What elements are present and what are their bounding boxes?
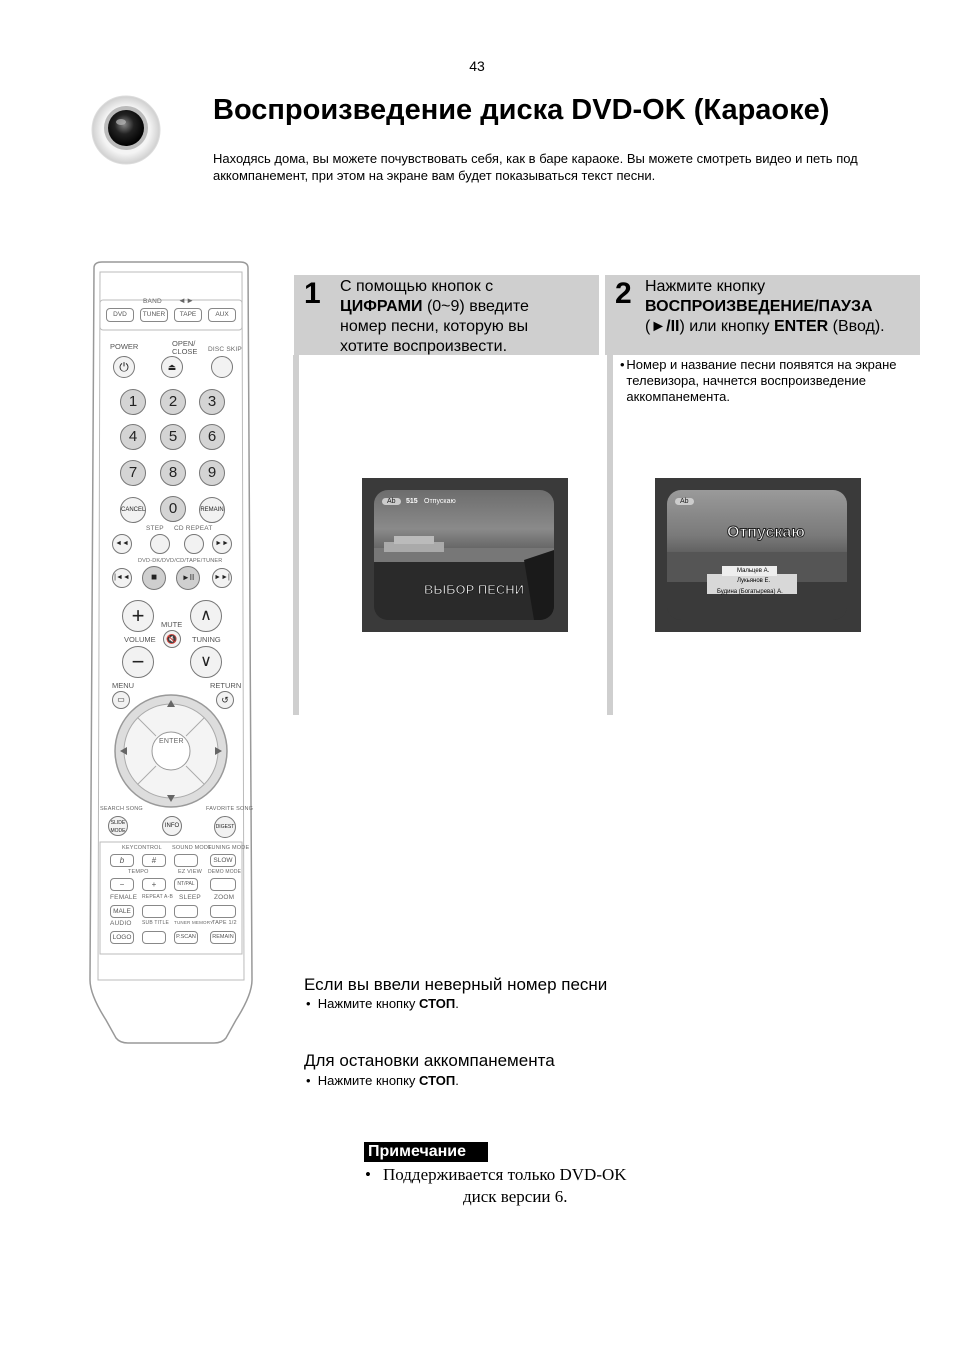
cd-repeat-button[interactable]: [184, 534, 204, 554]
digit-0-button[interactable]: 0: [160, 496, 186, 522]
tape-source-button[interactable]: TAPE: [174, 308, 202, 322]
band-arrows-icon: ◄►: [178, 296, 195, 305]
play-pause-symbol: ►/II: [650, 318, 680, 335]
page-title: Воспроизведение диска DVD-OK (Караоке): [213, 94, 830, 126]
demo-mode-label: DEMO MODE: [208, 869, 242, 875]
song-name: Отпускаю: [424, 498, 456, 505]
aux-source-button[interactable]: AUX: [208, 308, 236, 322]
power-button[interactable]: ⏻: [113, 356, 135, 378]
note-text: • Поддерживается только DVD-OK диск версии 6.: [365, 1165, 627, 1206]
audio-label: AUDIO: [110, 920, 132, 927]
song-counter: 515: [406, 498, 418, 505]
sound-mode-button[interactable]: [174, 854, 198, 867]
bullet-icon: •: [620, 357, 625, 372]
step1-tv-screen: [362, 478, 568, 632]
credit-line-1: Мальцев А.: [737, 568, 770, 574]
step2-tv-screen: [655, 478, 861, 632]
credit-line-2: Лукьянов Е.: [737, 578, 771, 584]
volume-label: VOLUME: [124, 635, 156, 644]
male-button[interactable]: MALE: [110, 905, 134, 918]
tuner-source-button[interactable]: TUNER: [140, 308, 168, 322]
band-label: BAND: [143, 298, 162, 305]
enter-keyword: ENTER: [773, 318, 829, 335]
ab-badge: Ab: [675, 498, 694, 505]
rewind-button[interactable]: ◄◄: [112, 534, 132, 554]
keycontrol-label: KEYCONTROL: [122, 845, 162, 851]
step2-bullet: • Номер и название песни появятся на экране телевизора, начнется воспроизведение аккомпанемента.: [620, 357, 897, 404]
digit-2-button[interactable]: 2: [160, 389, 186, 415]
karaoke-city-image: [667, 490, 847, 620]
key-sharp-button[interactable]: #: [142, 854, 166, 867]
digits-keyword: ЦИФРАМИ: [340, 298, 423, 315]
tape12-label: TAPE 1/2: [212, 920, 237, 926]
cancel-button[interactable]: CANCEL: [120, 497, 146, 523]
skip-forward-button[interactable]: ►►|: [212, 568, 232, 588]
tuning-label: TUNING: [192, 635, 221, 644]
power-label: POWER: [110, 342, 139, 351]
remain-button[interactable]: REMAIN: [199, 497, 225, 523]
tuning-mode-label: TUNING MODE: [208, 845, 250, 851]
digit-8-button[interactable]: 8: [160, 460, 186, 486]
demo-mode-button[interactable]: [210, 878, 236, 891]
volume-up-button[interactable]: +: [122, 600, 154, 632]
bullet-icon: •: [306, 996, 311, 1011]
digit-1-button[interactable]: 1: [120, 389, 146, 415]
wrong-number-bullet: • Нажмите кнопку СТОП.: [306, 996, 459, 1011]
step2-number: 2: [615, 277, 632, 310]
ab-badge: Ab: [382, 498, 401, 505]
pscan-button[interactable]: P.SCAN: [174, 931, 198, 944]
mute-label: MUTE: [161, 620, 183, 629]
stop-accompaniment-bullet: • Нажмите кнопку СТОП.: [306, 1073, 459, 1088]
digit-4-button[interactable]: 4: [120, 424, 146, 450]
stop-keyword: СТОП: [419, 1073, 456, 1088]
speaker-icon: [90, 94, 162, 166]
return-button[interactable]: ↺: [216, 691, 234, 709]
step2-rule: [607, 355, 613, 715]
disc-skip-button[interactable]: [211, 356, 233, 378]
female-label: FEMALE: [110, 894, 138, 901]
volume-down-button[interactable]: −: [122, 646, 154, 678]
digit-3-button[interactable]: 3: [199, 389, 225, 415]
song-select-overlay: ВЫБОР ПЕСНИ: [424, 582, 524, 597]
play-pause-button[interactable]: ►II: [176, 566, 200, 590]
sleep-button[interactable]: [174, 905, 198, 918]
subtitle-button[interactable]: [142, 931, 166, 944]
ntpal-button[interactable]: NT/PAL: [174, 878, 198, 891]
digit-9-button[interactable]: 9: [199, 460, 225, 486]
menu-label: MENU: [112, 681, 135, 690]
credit-line-3: Будина (Богатырева) А.: [717, 589, 783, 595]
fast-forward-button[interactable]: ►►: [212, 534, 232, 554]
zoom-button[interactable]: [210, 905, 236, 918]
digest-button[interactable]: DIGEST: [214, 816, 236, 838]
digit-5-button[interactable]: 5: [160, 424, 186, 450]
info-button[interactable]: INFO: [162, 816, 182, 836]
digit-7-button[interactable]: 7: [120, 460, 146, 486]
ez-view-label: EZ VIEW: [178, 869, 203, 875]
step-label: STEP: [146, 525, 164, 532]
tempo-label: TEMPO: [128, 869, 149, 875]
dvd-source-button[interactable]: DVD: [106, 308, 134, 322]
bullet-icon: •: [365, 1165, 371, 1184]
open-close-button[interactable]: ⏏: [161, 356, 183, 378]
mute-icon[interactable]: 🔇: [163, 630, 181, 648]
key-flat-button[interactable]: b: [110, 854, 134, 867]
step-button[interactable]: [150, 534, 170, 554]
digit-6-button[interactable]: 6: [199, 424, 225, 450]
step1-header: [294, 275, 599, 355]
step1-rule: [293, 355, 299, 715]
tuner-memory-label: TUNER MEMORY: [174, 920, 214, 925]
return-label: RETURN: [210, 681, 242, 690]
tuning-up-button[interactable]: ∧: [190, 600, 222, 632]
remain2-button[interactable]: REMAIN: [210, 931, 236, 944]
disc-skip-label: DISC SKIP: [208, 346, 242, 353]
wrong-number-heading: Если вы ввели неверный номер песни: [304, 975, 608, 994]
slow-button[interactable]: SLOW: [210, 854, 236, 867]
skip-back-button[interactable]: |◄◄: [112, 568, 132, 588]
search-song-label: SEARCH SONG: [100, 806, 143, 812]
note-label: Примечание: [364, 1142, 488, 1162]
menu-button[interactable]: ▭: [112, 691, 130, 709]
enter-label: ENTER: [159, 738, 184, 745]
step1-number: 1: [304, 277, 321, 310]
transport-label: DVD-DK/DVD/CD/TAPE/TUNER: [138, 558, 223, 564]
subtitle-label: SUB TITLE: [142, 920, 169, 926]
tempo-up-button[interactable]: +: [142, 878, 166, 891]
song-title-overlay: Отпускаю: [727, 524, 805, 541]
slide-mode-button[interactable]: SLIDE MODE: [108, 816, 128, 836]
repeat-ab-button[interactable]: [142, 905, 166, 918]
logo-button[interactable]: LOGO: [110, 931, 134, 944]
stop-keyword: СТОП: [419, 996, 456, 1011]
enter-button[interactable]: [159, 740, 183, 762]
remote-control-illustration: [86, 260, 256, 1045]
step1-text: С помощью кнопок с ЦИФРАМИ (0~9) введите номер песни, которую вы хотите воспроизвести.: [340, 278, 529, 355]
stop-button[interactable]: ■: [142, 566, 166, 590]
bullet-icon: •: [306, 1073, 311, 1088]
tuning-down-button[interactable]: ∨: [190, 646, 222, 678]
step2-header: [605, 275, 920, 355]
sound-mode-label: SOUND MODE: [172, 845, 212, 851]
sleep-label: SLEEP: [179, 894, 201, 901]
favorite-song-label: FAVORITE SONG: [206, 806, 254, 812]
cd-repeat-label: CD REPEAT: [174, 525, 213, 532]
open-close-label: OPEN/ CLOSE: [172, 339, 198, 356]
stop-accompaniment-heading: Для остановки аккомпанемента: [304, 1051, 555, 1070]
zoom-label: ZOOM: [214, 894, 235, 901]
harbor-image: [374, 490, 554, 620]
play-pause-keyword: ВОСПРОИЗВЕДЕНИЕ/ПАУЗА: [645, 298, 873, 315]
step2-text: Нажмите кнопку ВОСПРОИЗВЕДЕНИЕ/ПАУЗА (►/II) или кнопку ENTER (Ввод).: [645, 278, 885, 335]
repeat-ab-label: REPEAT A-B: [142, 894, 173, 900]
tempo-down-button[interactable]: −: [110, 878, 134, 891]
page-number: 43: [469, 58, 485, 74]
intro-paragraph: Находясь дома, вы можете почувствовать себя, как в баре караоке. Вы можете смотреть видео и петь под аккомпанемент, при этом на экране вам будет показываться текст песни.: [213, 151, 858, 183]
